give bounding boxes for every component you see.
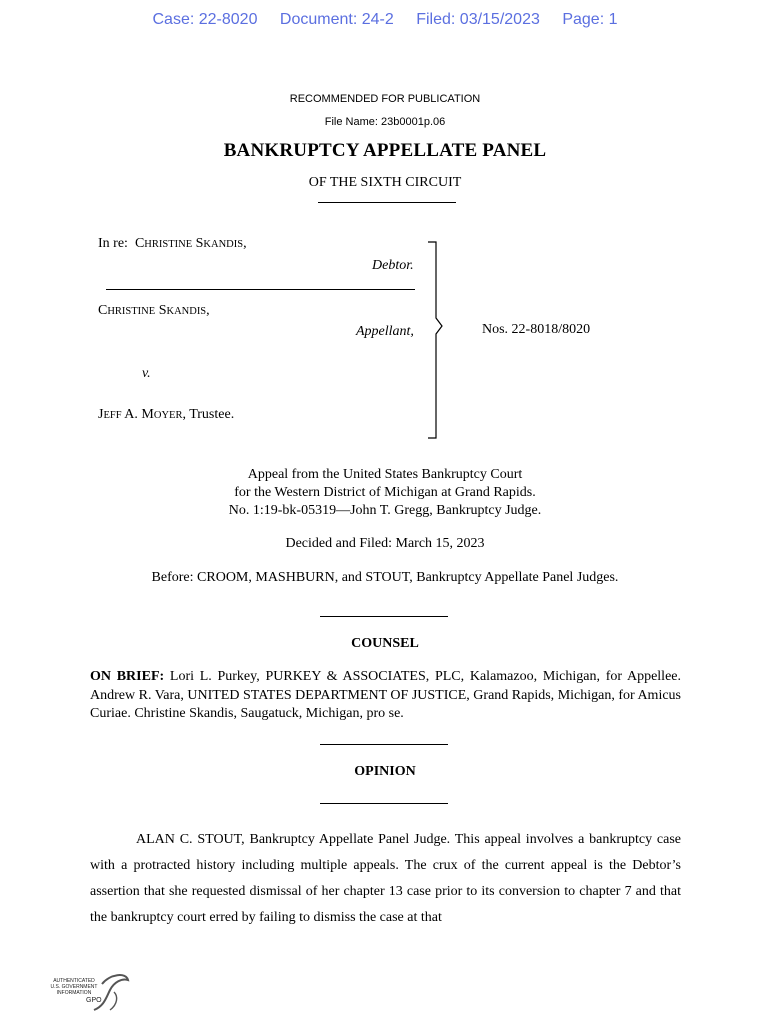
opinion-paragraph: ALAN C. STOUT, Bankruptcy Appellate Panel Judge. This appeal involves a bankruptcy case with a protracted history including multiple appeals. The crux of the current appeal is the Debtor’s assertion that she requested dismissal of her chapter 13 case prior to its conversion to chapter 7 and that the bankruptcy court erred by failing to dismiss the case at that (90, 832, 681, 925)
filed-date: Filed: 03/15/2023 (416, 11, 540, 28)
court-subtitle: OF THE SIXTH CIRCUIT (308, 175, 462, 190)
in-re-line: In re: CHRISTINE SKANDIS, (98, 236, 247, 251)
case-number: Case: 22-8020 (152, 11, 258, 28)
appellant-name: CHRISTINE SKANDIS, (98, 303, 210, 318)
publication-status: RECOMMENDED FOR PUBLICATION (289, 93, 481, 105)
counsel-rule (320, 616, 448, 617)
panel-judges: Before: CROOM, MASHBURN, and STOUT, Bankruptcy Appellate Panel Judges. (151, 570, 619, 585)
versus: v. (142, 366, 151, 381)
filing-header (0, 11, 770, 29)
counsel-text: Lori L. Purkey, PURKEY & ASSOCIATES, PLC, Kalamazoo, Michigan, for Appellee. Andrew R. Vara, UNITED STATES DEPARTMENT OF JUSTICE, Grand Rapids, Michigan, for Amicus Curiae. Christine Skandis, Saugatuck, Michigan, pro se. (90, 669, 681, 721)
court-title: BANKRUPTCY APPELLATE PANEL (223, 140, 547, 161)
appellant-role: Appellant, (356, 324, 414, 339)
appeal-line-1: Appeal from the United States Bankruptcy Court (247, 467, 523, 482)
caption-bracket (426, 240, 448, 442)
appeal-line-3: No. 1:19-bk-05319—John T. Gregg, Bankruptcy Judge. (228, 503, 542, 518)
case-numbers: Nos. 22-8018/8020 (482, 322, 591, 337)
page-number: Page: 1 (562, 11, 618, 28)
opinion-rule-top (320, 744, 448, 745)
opinion-heading: OPINION (354, 764, 416, 779)
appellee-name: JEFF A. MOYER, Trustee. (98, 407, 235, 422)
gpo-text: AUTHENTICATED U.S. GOVERNMENT INFORMATION (50, 978, 98, 996)
debtor-role: Debtor. (372, 258, 414, 273)
gpo-label: GPO (86, 997, 102, 1004)
gpo-authentication-logo (44, 970, 134, 1014)
counsel-heading: COUNSEL (351, 636, 419, 651)
file-name: File Name: 23b0001p.06 (324, 116, 446, 128)
opinion-rule-bottom (320, 803, 448, 804)
document-number: Document: 24-2 (279, 11, 394, 28)
counsel-label: ON BRIEF: (90, 669, 165, 684)
appeal-line-2: for the Western District of Michigan at Grand Rapids. (234, 485, 536, 500)
counsel-paragraph (90, 668, 681, 724)
decided-date: Decided and Filed: March 15, 2023 (285, 536, 485, 551)
caption-separator (106, 289, 415, 290)
title-rule (318, 202, 456, 203)
